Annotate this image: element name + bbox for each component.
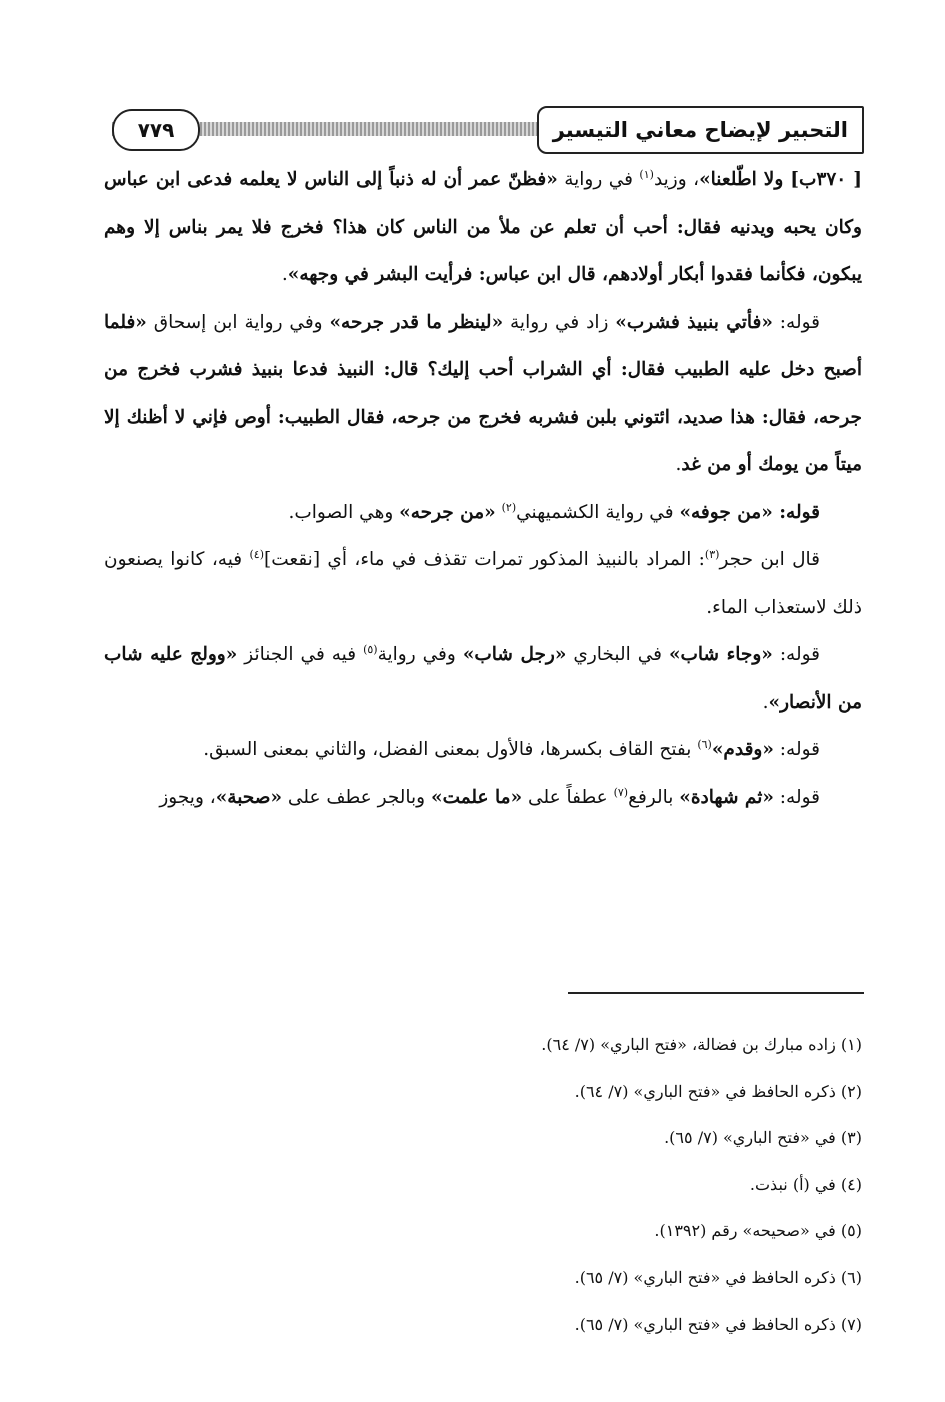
footnote-ref: (٢) — [501, 500, 517, 514]
quote: «ثم شهادة» — [679, 786, 774, 808]
footnote-7: (٧) ذكره الحافظ في «فتح الباري» (٧/ ٦٥). — [574, 1314, 862, 1334]
quote: «فلما أصبح دخل عليه الطبيب فقال: أي الشراب أحب إليك؟ قال: النبيذ فدعا بنبيذ فشرب فخرج من جرحه، فقال: هذا صديد، ائتوني بلبن فشربه فخرج من جرحه، فقال الطبيب: أوص فإني لا أظنك إلا ميتاً من يومك أو من غد — [104, 311, 862, 475]
paragraph-2 — [104, 299, 862, 489]
text-run: قوله: — [773, 786, 820, 808]
text-run: بفتح القاف بكسرها، فالأول بمعنى الفضل، والثاني بمعنى السبق. — [203, 739, 698, 760]
paragraph-4 — [104, 536, 862, 631]
footnote-ref: (١) — [639, 167, 654, 181]
paragraph-6 — [104, 726, 862, 774]
paragraph-5 — [104, 631, 862, 726]
quote: «فأتي بنبيذ فشرب» — [615, 311, 773, 333]
footnote-ref: (٦) — [697, 737, 712, 751]
quote: «فظنّ عمر أن له ذنباً إلى الناس لا يعلمه فدعى ابن عباس وكان يحبه ويدنيه فقال: أحب أن تعلم عن ملأ من الناس كان هذا؟ فخرج فلا يمر بناس إلا وهم يبكون، فكأنما فقدوا أبكار أولادهم، قال ابن عباس: فرأيت البشر في وجهه» — [104, 169, 862, 285]
footnote-1: (١) زاده مبارك بن فضالة، «فتح الباري» (٧/ ٦٤). — [541, 1035, 862, 1054]
text-run: قال ابن حجر — [719, 549, 821, 570]
text-run: : المراد بالنبيذ المذكور تمرات تقذف في ماء، أي [نقعت] — [264, 549, 705, 570]
book-title: التحبير لإيضاح معاني التيسير — [537, 106, 864, 154]
main-text — [104, 156, 862, 821]
text-run: عطفاً على — [522, 786, 614, 808]
running-header — [112, 106, 864, 152]
text-run: . — [281, 264, 288, 285]
paragraph-7 — [104, 774, 862, 822]
text-run: في رواية — [557, 169, 640, 190]
quote: «وجاء شاب» — [668, 644, 773, 665]
footnote-4: (٤) في (أ) نبذت. — [749, 1174, 862, 1194]
footnote-ref: (٧) — [613, 785, 629, 799]
text-run: قوله: — [772, 501, 820, 523]
footnote-3: (٣) في «فتح الباري» (٧/ ٦٥). — [664, 1128, 862, 1148]
text-run: في رواية الكشميهني — [516, 501, 680, 523]
text-run: في البخاري — [566, 644, 669, 665]
footnote-5: (٥) في «صحيحه» رقم (١٣٩٢). — [654, 1221, 862, 1241]
quote: «ما علمت» — [431, 786, 523, 808]
text-run: وهي الصواب. — [288, 501, 400, 523]
text-run: قوله: — [772, 644, 821, 665]
footnote-2: (٢) ذكره الحافظ في «فتح الباري» (٧/ ٦٤). — [574, 1081, 862, 1101]
text-run: وبالجر عطف على — [282, 786, 431, 808]
text-run: وفي رواية ابن إسحاق — [146, 311, 330, 333]
text-run: قوله: — [772, 311, 820, 333]
footnote-ref: (٤) — [249, 547, 265, 561]
footnote-ref: (٣) — [704, 547, 720, 561]
text-run: . — [675, 454, 682, 475]
quote: «رجل شاب» — [462, 644, 567, 665]
text-run: ، ويجوز — [159, 786, 216, 808]
text-run: وفي رواية — [377, 644, 463, 665]
paragraph-3 — [104, 489, 862, 537]
quote: «من جوفه» — [679, 501, 773, 523]
footnote-6: (٦) ذكره الحافظ في «فتح الباري» (٧/ ٦٥). — [574, 1267, 862, 1287]
page-number: ٧٧٩ — [112, 109, 200, 151]
quote: «لينظر ما قدر جرحه» — [329, 311, 504, 333]
paragraph-1 — [104, 156, 862, 299]
quote: «من جرحه» — [399, 501, 496, 523]
footnotes — [104, 1022, 862, 1348]
text-run: [ ٣٧٠ب] ولا اطّلعنا» — [699, 169, 862, 190]
text-run: . — [762, 691, 769, 713]
quote: «وقدم» — [711, 739, 774, 760]
footnote-divider — [568, 992, 864, 994]
text-run: فيه، كانوا يصنعون ذلك لاستعذاب الماء. — [104, 549, 862, 618]
text-run: زاد في رواية — [503, 311, 616, 333]
footnote-ref: (٥) — [363, 642, 378, 656]
text-run: قوله: — [773, 739, 820, 760]
text-run: فيه في الجنائز — [237, 644, 364, 665]
text-run: بالرفع — [628, 786, 680, 808]
quote: «صحبة» — [215, 786, 283, 808]
text-run: ، وزيد — [653, 169, 700, 190]
quote: «وولج عليه شاب من الأنصار» — [104, 644, 862, 713]
